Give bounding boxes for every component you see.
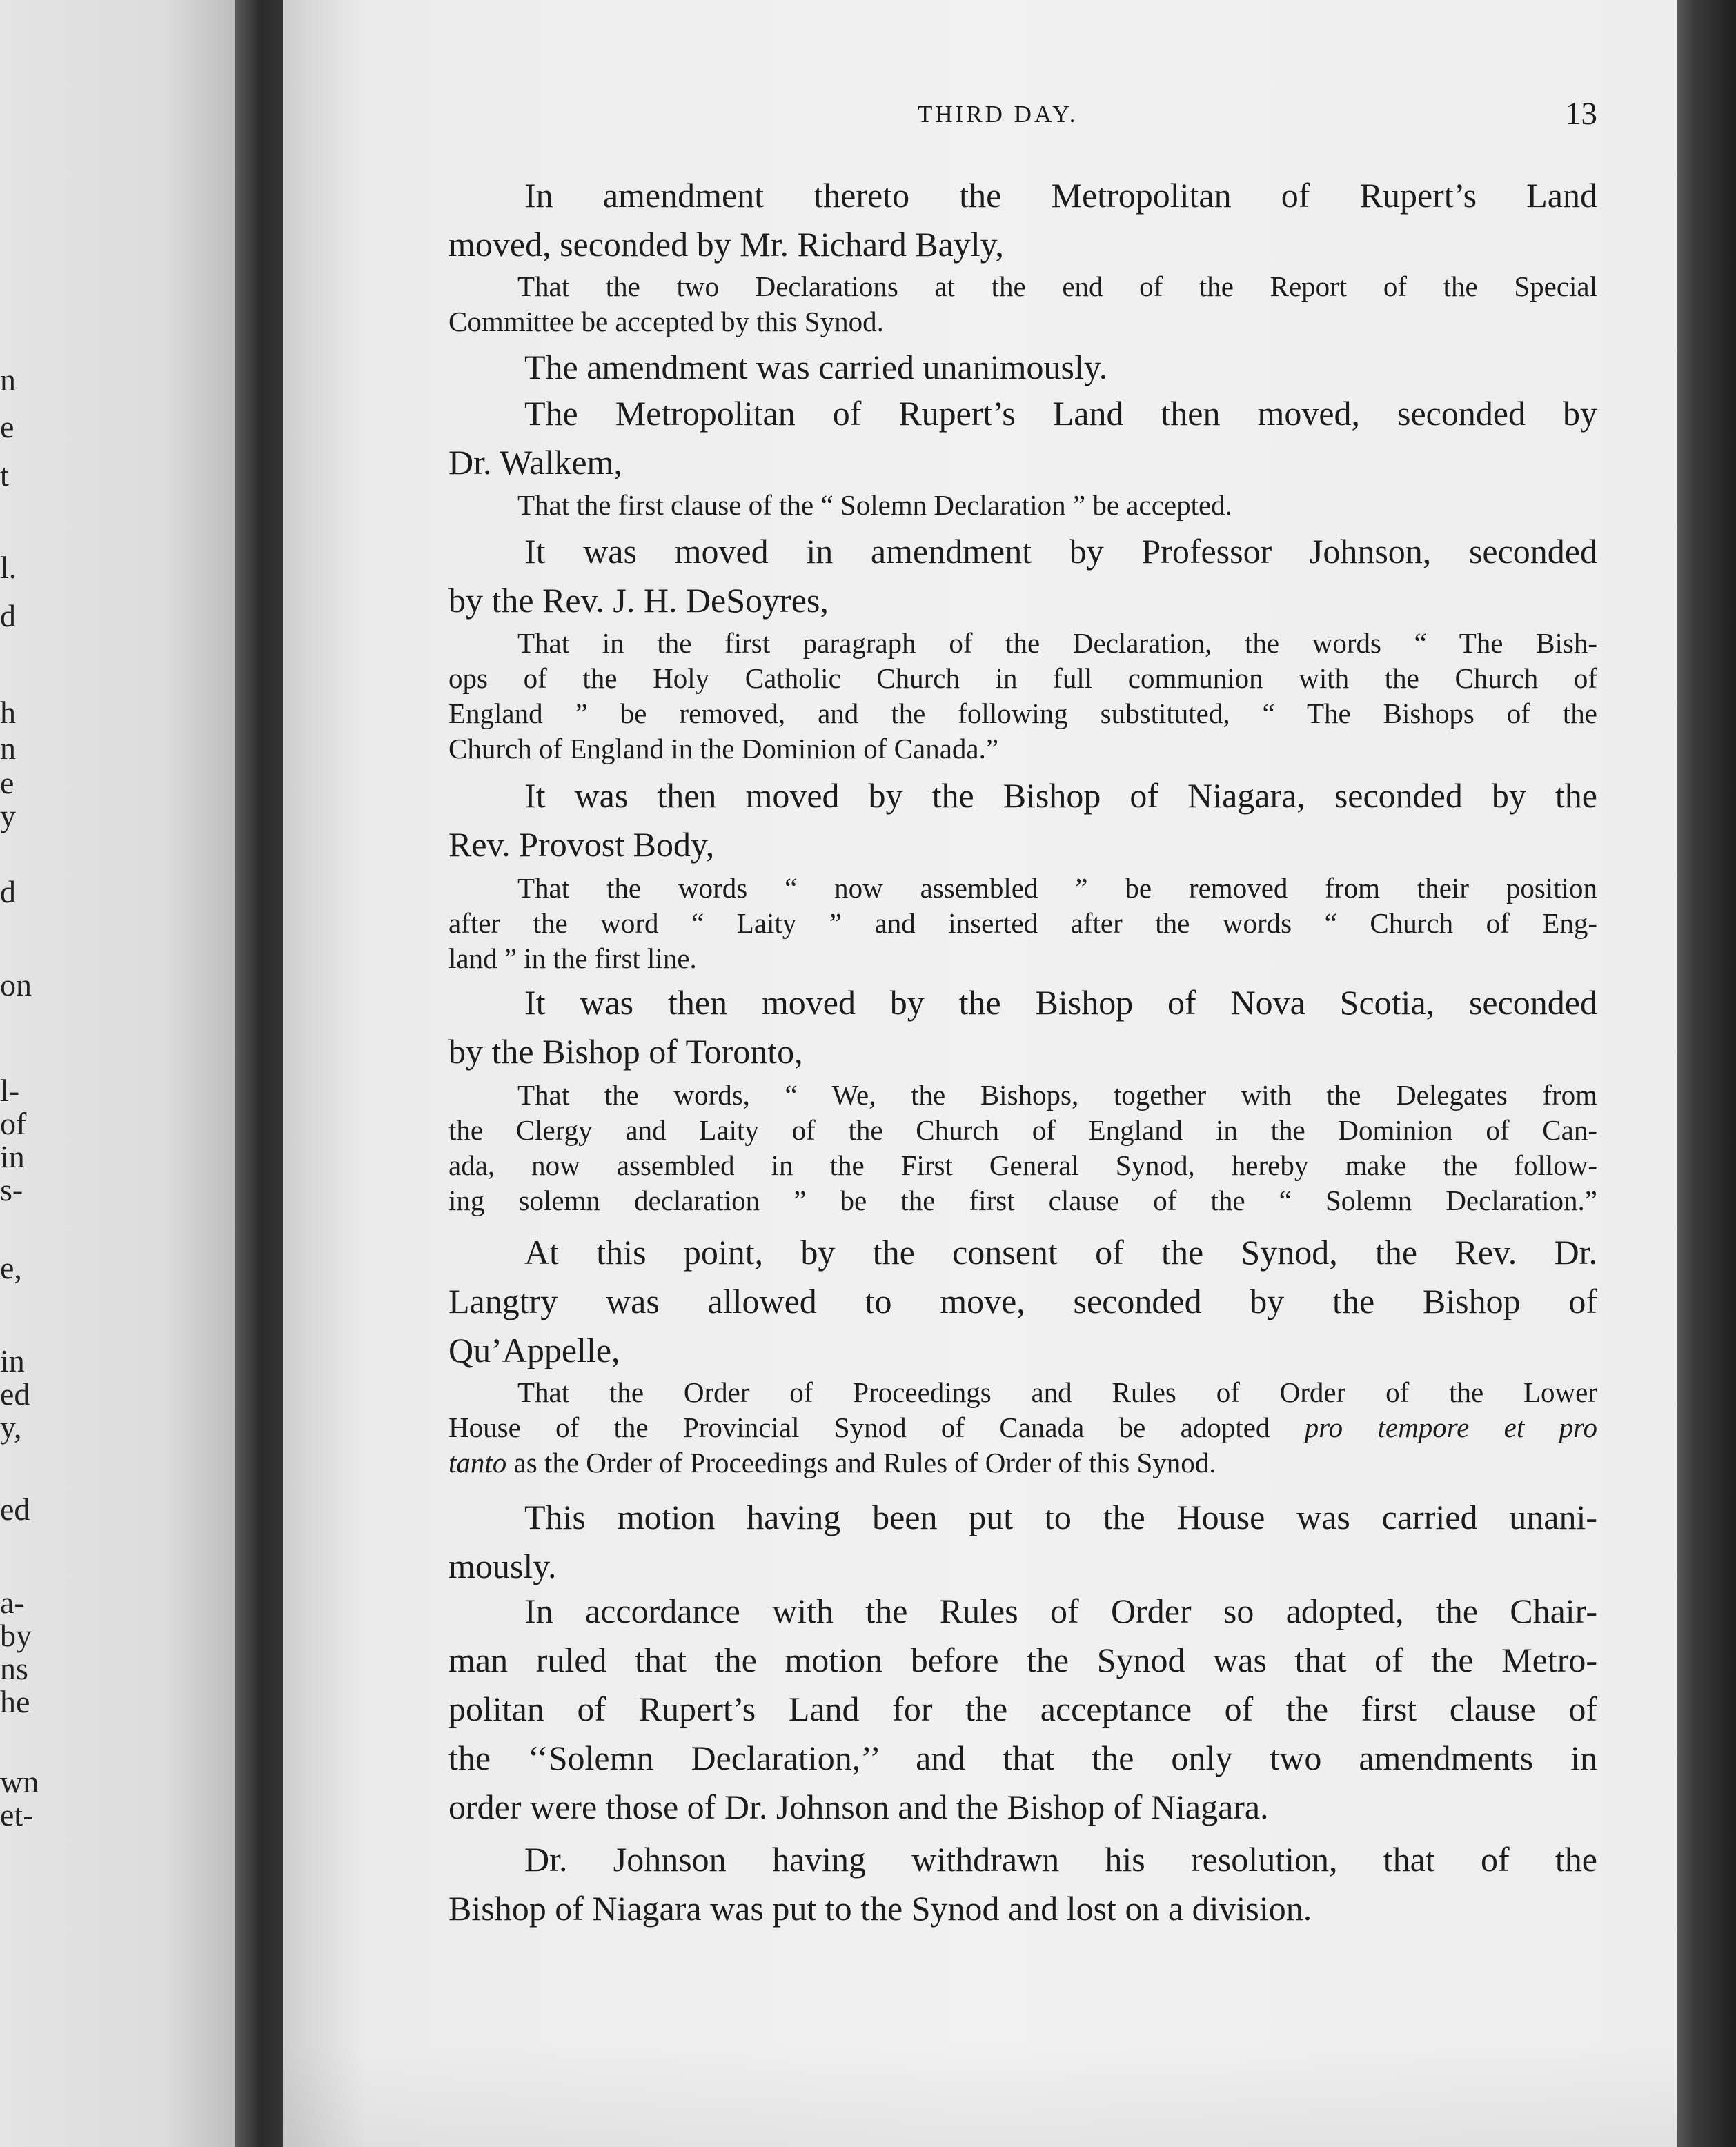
text-line: In accordance with the Rules of Order so adopted, the Chair- <box>524 1592 1597 1630</box>
left-page-fragment: in <box>0 1343 25 1378</box>
text-line: The amendment was carried unanimously. <box>524 348 1108 386</box>
text-line: Dr. Johnson having withdrawn his resolution, that of the <box>524 1840 1597 1879</box>
paragraph-motion-carried <box>448 1493 1597 1591</box>
text-line: ops of the Holy Catholic Church in full communion with the Church of <box>448 662 1597 694</box>
left-page-fragment: y <box>0 798 16 833</box>
text-line: At this point, by the consent of the Synod, the Rev. Dr. <box>524 1233 1597 1272</box>
text-line: by the Bishop of Toronto, <box>448 1032 803 1071</box>
text-segment: House of the Provincial Synod of Canada be adopted <box>448 1412 1305 1443</box>
text-line: It was then moved by the Bishop of Nova Scotia, seconded <box>524 983 1597 1022</box>
left-page-fragment: ed <box>0 1376 30 1412</box>
page-edge <box>1677 0 1736 2147</box>
left-page-fragment: n <box>0 731 16 766</box>
left-page-fragment: h <box>0 695 16 730</box>
paragraph-chairman-ruled <box>448 1587 1597 1832</box>
left-page-fragment: by <box>0 1618 32 1653</box>
text-line: This motion having been put to the House was carried unani- <box>524 1498 1597 1536</box>
text-line: The Metropolitan of Rupert’s Land then moved, seconded by <box>524 394 1597 433</box>
text-line: Qu’Appelle, <box>448 1331 620 1369</box>
text-line: man ruled that the motion before the Synod was that of the Metro- <box>448 1641 1597 1679</box>
left-page-fragment: he <box>0 1684 30 1719</box>
left-page-text-fragments <box>0 0 69 2147</box>
text-line: after the word “ Laity ” and inserted after the words “ Church of Eng- <box>448 907 1597 939</box>
text-line: moved, seconded by Mr. Richard Bayly, <box>448 225 1004 264</box>
paragraph-bishop-niagara <box>448 771 1597 869</box>
text-line: ing solemn declaration ” be the first clause of the “ Solemn Declaration.” <box>448 1185 1597 1216</box>
text-line: land ” in the first line. <box>448 942 697 974</box>
left-page-fragment: ns <box>0 1651 28 1686</box>
paragraph-metropolitan-moved <box>448 389 1597 487</box>
quote-two-declarations <box>448 269 1597 339</box>
paragraph-bishop-nova-scotia <box>448 978 1597 1076</box>
left-page-fragment: s- <box>0 1172 23 1207</box>
text-line <box>448 1445 1597 1481</box>
left-page-fragment: y, <box>0 1409 22 1445</box>
quote-we-the-bishops <box>448 1078 1597 1218</box>
text-line: Langtry was allowed to move, seconded by the Bishop of <box>448 1282 1597 1320</box>
left-page-fragment: e <box>0 409 14 444</box>
paragraph-amendment-metropolitan <box>448 171 1597 269</box>
text-line: That the words, “ We, the Bishops, together with the Delegates from <box>517 1079 1597 1111</box>
left-page-fragment: d <box>0 874 16 909</box>
running-head <box>448 96 1597 135</box>
left-page-fragment: d <box>0 598 16 633</box>
left-page-fragment: e <box>0 765 14 800</box>
text-line: Church of England in the Dominion of Canada.” <box>448 733 999 764</box>
text-line: That in the first paragraph of the Declaration, the words “ The Bish- <box>517 627 1597 659</box>
text-line: Committee be accepted by this Synod. <box>448 306 884 337</box>
text-line: mously. <box>448 1547 557 1585</box>
text-line: Rev. Provost Body, <box>448 825 715 864</box>
left-page-fragment: on <box>0 967 32 1002</box>
paragraph-langtry <box>448 1228 1597 1375</box>
paragraph-johnson-withdrawn <box>448 1835 1597 1933</box>
italic-text-segment: tanto <box>448 1447 507 1478</box>
text-line: Dr. Walkem, <box>448 443 622 482</box>
text-line: ada, now assembled in the First General Synod, hereby make the follow- <box>448 1149 1597 1181</box>
page-bottom-shade <box>283 2042 1677 2147</box>
left-page-fragment: l. <box>0 550 17 585</box>
text-line: Bishop of Niagara was put to the Synod and lost on a division. <box>448 1889 1312 1928</box>
text-line: order were those of Dr. Johnson and the Bishop of Niagara. <box>448 1788 1269 1826</box>
left-page-fragment: wn <box>0 1764 39 1799</box>
left-page-fragment: e, <box>0 1250 22 1285</box>
left-page-fragment: of <box>0 1106 27 1141</box>
left-page-fragment: l- <box>0 1073 20 1108</box>
text-segment: as the Order of Proceedings and Rules of Order of this Synod. <box>506 1447 1216 1478</box>
left-page-fragment: t <box>0 457 9 493</box>
quote-now-assembled <box>448 871 1597 976</box>
quote-first-paragraph <box>448 626 1597 766</box>
paragraph-carried-unanimously <box>448 343 1597 392</box>
text-line <box>448 1410 1597 1445</box>
running-title: THIRD DAY. <box>918 101 1078 128</box>
text-line: That the Order of Proceedings and Rules of Order of the Lower <box>517 1376 1597 1408</box>
text-line: politan of Rupert’s Land for the acceptance of the first clause of <box>448 1690 1597 1728</box>
italic-text-segment: pro tempore et pro <box>1304 1412 1597 1443</box>
text-line: That the two Declarations at the end of the Report of the Special <box>517 270 1597 302</box>
left-page-fragment: ed <box>0 1492 30 1527</box>
text-line: the ‘‘Solemn Declaration,’’ and that the only two amendments in <box>448 1739 1597 1777</box>
text-line: That the words “ now assembled ” be removed from their position <box>517 872 1597 904</box>
quote-first-clause <box>448 488 1597 523</box>
text-line: It was moved in amendment by Professor Johnson, seconded <box>524 532 1597 571</box>
left-page-fragment: n <box>0 362 16 397</box>
text-line: by the Rev. J. H. DeSoyres, <box>448 581 829 620</box>
left-page-fragment: in <box>0 1139 25 1174</box>
text-line: That the first clause of the “ Solemn Declaration ” be accepted. <box>517 489 1232 521</box>
left-page-fragment: et- <box>0 1797 34 1832</box>
page-number: 13 <box>1565 96 1597 132</box>
text-line: It was then moved by the Bishop of Niagara, seconded by the <box>524 776 1597 815</box>
text-line: the Clergy and Laity of the Church of England in the Dominion of Can- <box>448 1114 1597 1146</box>
text-line: England ” be removed, and the following substituted, “ The Bishops of the <box>448 697 1597 729</box>
paragraph-professor-johnson <box>448 527 1597 625</box>
text-line: In amendment thereto the Metropolitan of Rupert’s Land <box>524 176 1597 215</box>
left-page-fragment: a- <box>0 1585 25 1620</box>
quote-order-of-proceedings <box>448 1375 1597 1481</box>
